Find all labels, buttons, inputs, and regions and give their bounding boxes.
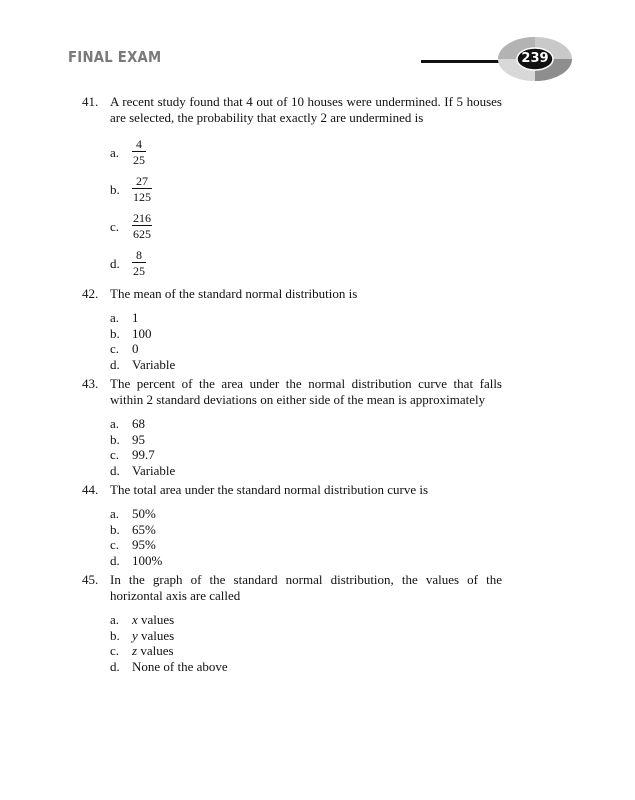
option-a: a. 50% <box>110 506 156 521</box>
option-a: a. $\frac{4}{25}$ <box>110 137 145 167</box>
options-list <box>110 408 502 482</box>
questions-list <box>82 94 502 678</box>
options-list <box>110 604 502 678</box>
fraction: $\frac{216}{625}$ <box>133 211 151 241</box>
option-a: a. 1 <box>110 310 139 325</box>
question-text: The percent of the area under the normal distribution curve that falls within 2 standard deviations on either side of the mean is approximately <box>110 376 502 407</box>
option-d: d. 100% <box>110 552 163 568</box>
option-c: c. 99.7 <box>110 447 155 462</box>
options-list <box>110 302 502 376</box>
question-text: In the graph of the standard normal distribution, the values of the horizontal axis are called <box>110 572 502 603</box>
page-title: FINAL EXAM <box>68 48 162 66</box>
option-b: b. y values <box>110 627 175 643</box>
option-b: b. 100 <box>110 325 152 341</box>
option-d: d. Variable <box>110 462 176 478</box>
question-number: 44. <box>82 482 99 497</box>
option-d: d. Variable <box>110 356 176 372</box>
option-b: b. 65% <box>110 521 156 537</box>
question-text: The total area under the standard normal distribution curve is <box>110 482 429 497</box>
option-c: c. 0 <box>110 341 139 356</box>
fraction: $\frac{4}{25}$ <box>133 137 145 167</box>
question-text: A recent study found that 4 out of 10 houses were undermined. If 5 houses are selected, the probability that exactly 2 are undermined is <box>110 94 502 125</box>
question-42 <box>82 286 502 376</box>
question-45 <box>82 572 502 678</box>
option-a: a. x values <box>110 612 175 627</box>
question-number: 41. <box>82 94 99 109</box>
question-number: 43. <box>82 376 99 391</box>
options-list <box>110 126 502 286</box>
question-text: The mean of the standard normal distribution is <box>110 286 358 301</box>
question-44 <box>82 482 502 572</box>
question-41 <box>82 94 502 286</box>
option-b: b. 95 <box>110 431 145 447</box>
fraction: $\frac{27}{125}$ <box>133 174 151 204</box>
option-c: c. 95% <box>110 537 156 552</box>
option-d: d. None of the above <box>110 658 228 674</box>
question-number: 42. <box>82 286 99 301</box>
option-c: c. z values <box>110 643 174 658</box>
option-b: b. $\frac{27}{125}$ <box>110 174 151 204</box>
options-list <box>110 498 502 572</box>
option-d: d. $\frac{8}{25}$ <box>110 248 145 278</box>
option-a: a. 68 <box>110 416 145 431</box>
fraction: $\frac{8}{25}$ <box>133 248 145 278</box>
question-43 <box>82 376 502 482</box>
option-c: c. $\frac{216}{625}$ <box>110 211 151 241</box>
page-number: 239 <box>521 51 549 66</box>
question-number: 45. <box>82 572 99 587</box>
